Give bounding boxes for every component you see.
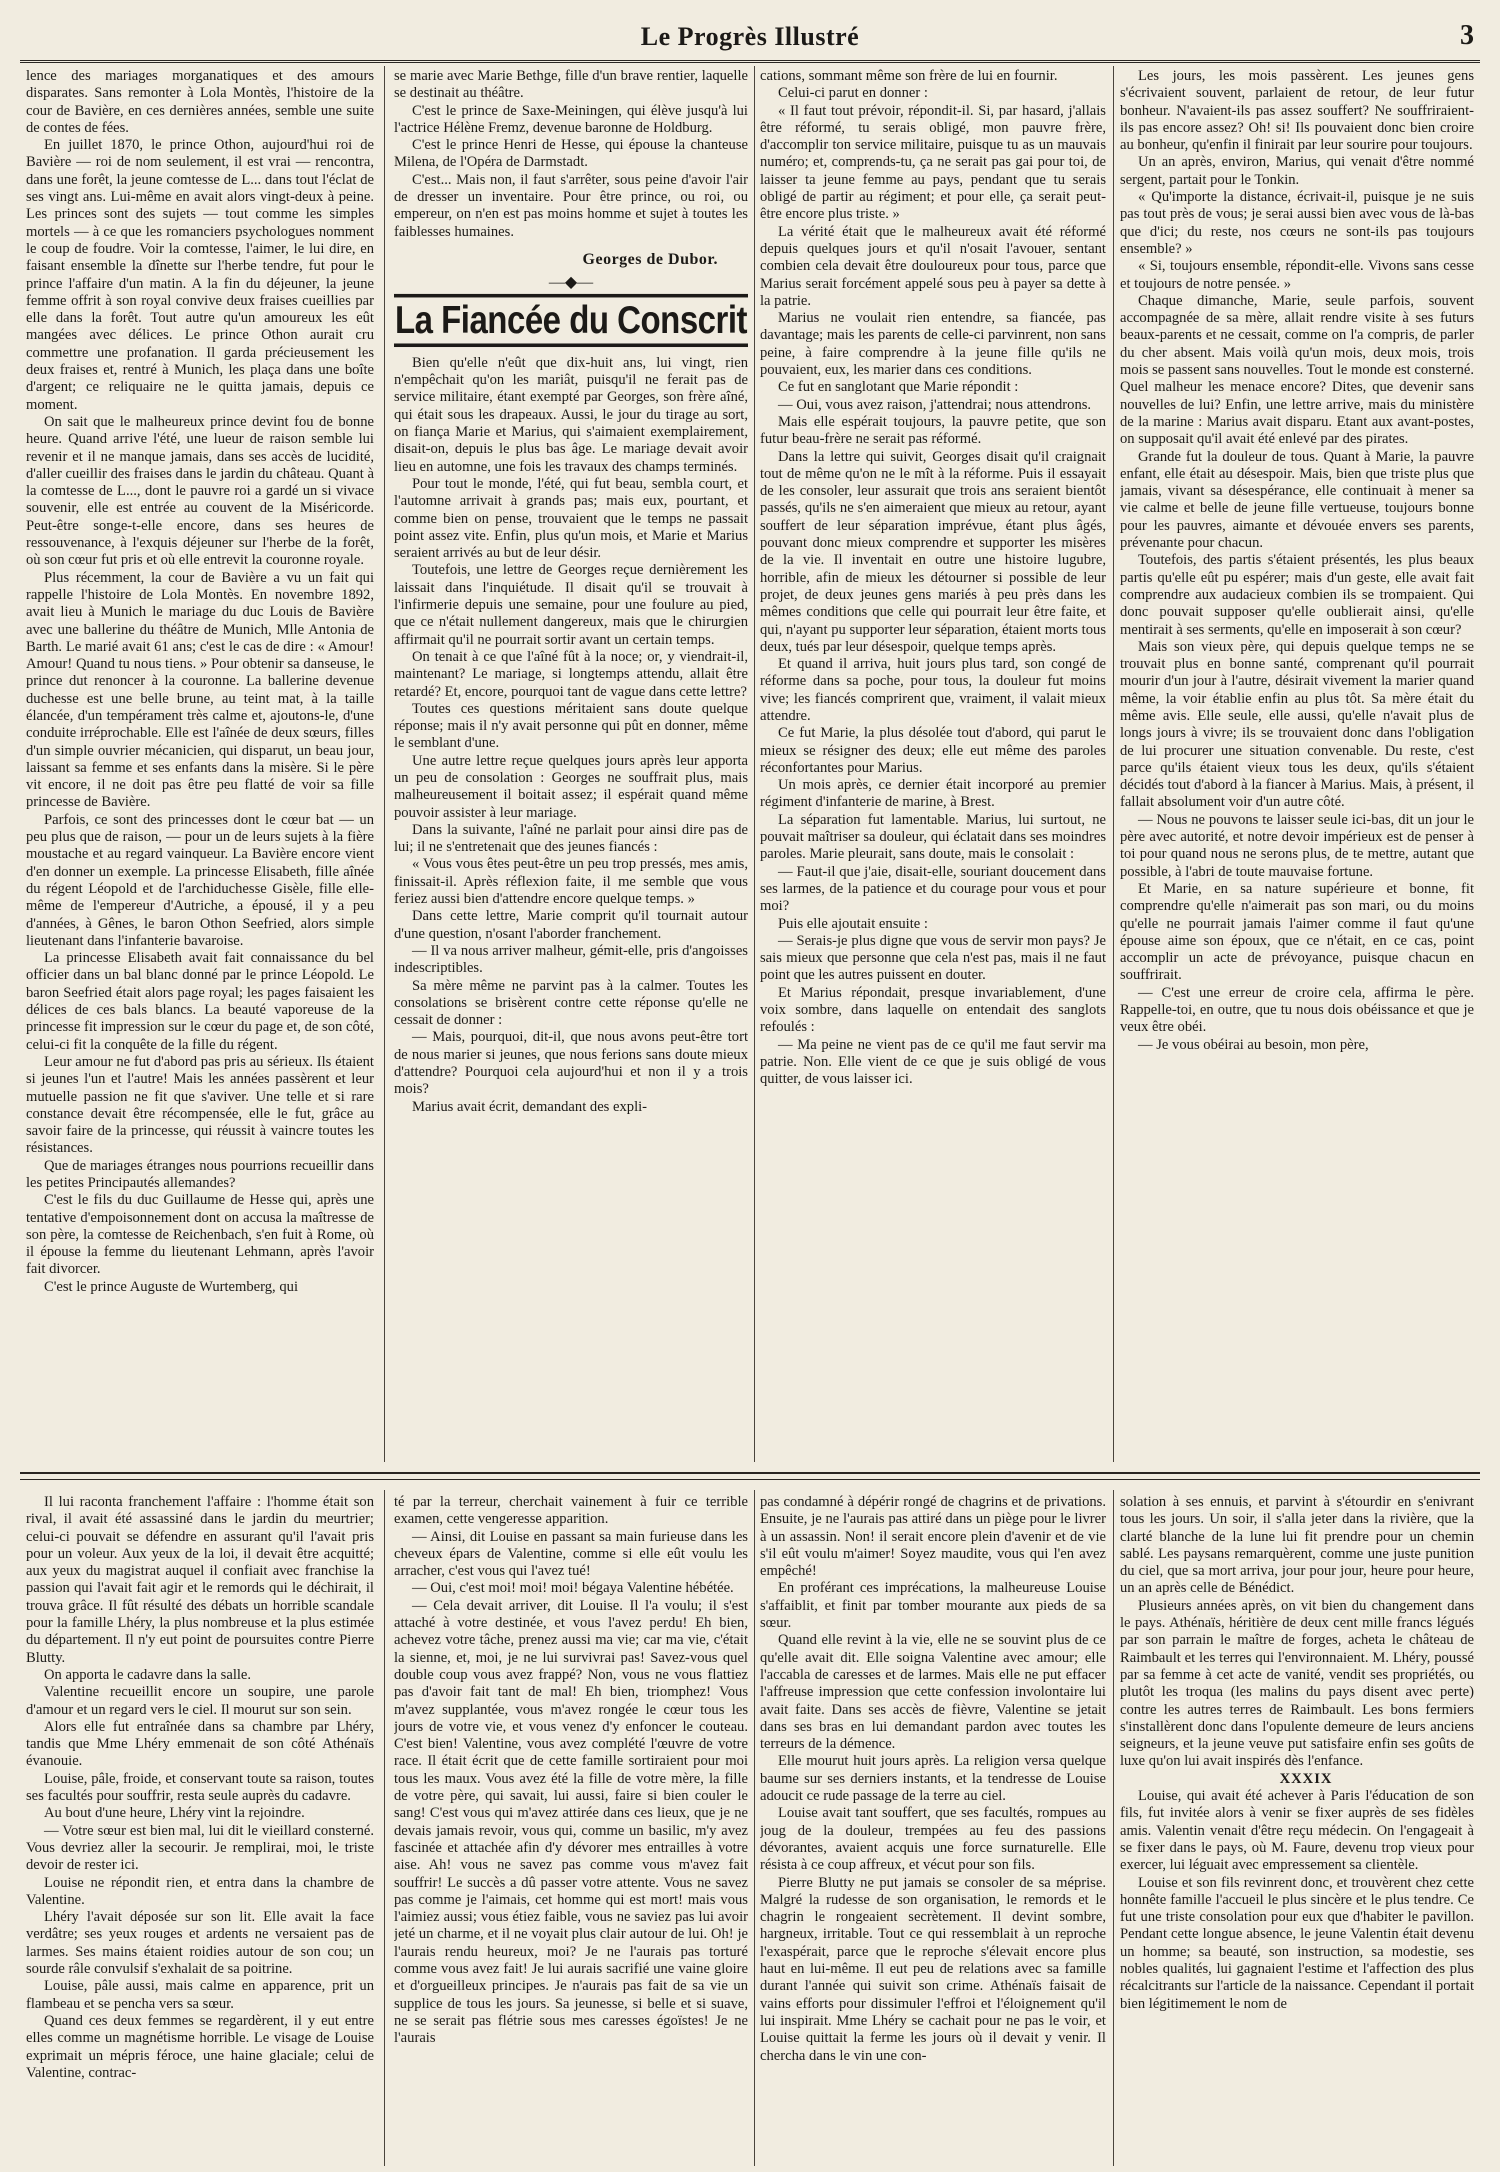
paragraph: — Faut-il que j'aie, disait-elle, souriant doucement dans ses larmes, de la patience et du courage pour vous et pour moi? bbox=[760, 863, 1106, 915]
paragraph: — Ma peine ne vient pas de ce qu'il me faut servir ma patrie. Non. Elle vient de ce que je suis obligé de vous quitter, de vous laisser ici. bbox=[760, 1036, 1106, 1088]
paragraph: Que de mariages étranges nous pourrions recueillir dans les petites Principautés allemandes? bbox=[26, 1157, 374, 1191]
page-header bbox=[20, 14, 1480, 63]
column-2 bbox=[394, 68, 748, 1458]
column-3 bbox=[760, 68, 1106, 1458]
paragraph: Dans la lettre qui suivit, Georges disait qu'il craignait tout de même qu'on ne le mît à la réforme. Puis il essayait de les consoler, leur assurait que trois ans seraient bientôt passés, qu'ils ne s'en aimeraient que mieux au retour, ayant souffert de leur séparation imprévue, étant plus âgés, pouvant donc mieux comprendre et supporter les misères de la vie. Il inventait en outre une histoire lugubre, horrible, afin de mieux les détourner si possible de leur projet, de deux jeunes gens mariés à peu près dans les mêmes conditions que celle qui pourrait leur être faite, et qui, n'ayant pu supporter leur séparation, étaient morts tous deux, tués par leur désespoir, quelque temps après. bbox=[760, 448, 1106, 655]
paragraph: Chaque dimanche, Marie, seule parfois, souvent accompagnée de sa mère, allait rendre visite à ses futurs beaux-parents et ne cessait, comme on l'a compris, de parler du cher absent. Mais voilà qu'un mois, deux mois, trois mois se passent sans nouvelles. Tout le monde est consterné. Quel malheur les menace encore? Dites, que devenir sans nouvelles de lui? Enfin, une lettre arrive, mais du ministère de la marine : Marius avait disparu. Etant aux avant-postes, on supposait qu'il avait été enlevé par des pirates. bbox=[1120, 292, 1474, 448]
paragraph: Un mois après, ce dernier était incorporé au premier régiment d'infanterie de marine, à Brest. bbox=[760, 777, 1106, 811]
paragraph: Dans cette lettre, Marie comprit qu'il tournait autour d'une question, n'osant l'aborder franchement. bbox=[394, 908, 748, 942]
paragraph: té par la terreur, cherchait vainement à fuir ce terrible examen, cette vengeresse apparition. bbox=[394, 1494, 748, 1528]
column-rule bbox=[754, 1490, 755, 2166]
paragraph: C'est le prince Auguste de Wurtemberg, qui bbox=[44, 1278, 299, 1295]
paragraph: — Cela devait arriver, dit Louise. Il l'a voulu; il s'est attaché à votre destinée, et vous l'avez perdu! Eh bien, achevez votre tâche, prenez aussi ma vie; car ma vie, c'était la sienne, et, moi, je ne lui survivrai pas! Savez-vous quel double coup vous avez frappé? Non, vous ne vous flattiez pas d'avoir fait tant de mal! Eh bien, triomphez! Vous m'avez supplantée, vous m'avez rongée le cœur tous les jours de votre vie, et vous venez d'y enfoncer le couteau. C'est bien! Valentine, vous avez complété l'œuvre de votre race. Il était écrit que de cette famille sortiraient pour moi tous les maux. Vous avez été la fille de votre mère, la fille de votre père, qui savait, lui aussi, faire si bien couler le sang! C'est vous qui m'avez attirée dans ces lieux, que je ne devais jamais revoir, vous qui, comme un basilic, m'y avez fascinée et attachée afin d'y dévorer mes entrailles à votre aise. Ah! vous ne savez pas comme vous m'avez fait souffrir! Le succès a dû passer votre attente. Vous ne savez pas comme je l'aimais, cet homme qui est mort! mais vous l'aimiez aussi; vous étiez faible, vous ne saviez pas lui avoir jeté un charme, et il ne voyait plus clair autour de lui. Oh! je l'aurais rendu heureux, moi? Je ne l'aurais pas torturé comme vous avez fait! Je lui aurais sacrifié une vaine gloire et d'orgueilleux principes. Je n'aurais pas fait de sa vie un supplice de tous les jours. Sa jeunesse, si belle et si suave, ne se serait pas flétrie sous mes caresses égoïstes! Je ne l'aurais bbox=[394, 1597, 748, 2047]
paragraph: « Il faut tout prévoir, répondit-il. Si, par hasard, j'allais être réformé, tu serais obligé, mon pauvre frère, d'accomplir ton service militaire, puisque tu as un mauvais numéro; et, comprends-tu, ça ne serait pas gai pour toi, de laisser ta jeune femme au pays, pendant que tu serais obligé de partir au régiment; et pour elle, ça serait peut-être encore plus triste. » bbox=[760, 102, 1106, 223]
paragraph: pas condamné à dépérir rongé de chagrins et de privations. Ensuite, je ne l'aurais pas attiré dans un piège pour le livrer à un assassin. Non! il serait encore plein d'avenir et de vie s'il eût voulu m'aimer! Soyez maudite, vous qui l'en avez empêché! bbox=[760, 1494, 1106, 1580]
paragraph: — Oui, vous avez raison, j'attendrai; nous attendrons. bbox=[778, 396, 1092, 413]
paragraph: Bien qu'elle n'eût que dix-huit ans, lui vingt, rien n'empêchait qu'on les mariât, puisqu'il ne ferait pas de service militaire, étant exempté par Georges, son frère aîné, qui était sous les drapeaux. Aussi, le jour du tirage au sort, on fiança Marie et Marius, qui s'aimaient exemplairement, disait-on, depuis le plus bas âge. Le mariage devait avoir lieu en automne, une fois les travaux des champs terminés. bbox=[394, 354, 748, 475]
paragraph: Leur amour ne fut d'abord pas pris au sérieux. Ils étaient si jeunes l'un et l'autre! Mais les années passèrent et leur mutuelle passion ne fit que s'aviver. Une telle et si rare constance devait être récompensée, elle le fut, grâce au savoir faire de la princesse, qui réussit à vaincre toutes les résistances. bbox=[26, 1053, 374, 1157]
paragraph: Toutefois, des partis s'étaient présentés, les plus beaux partis qu'elle eût pu espérer; mais d'un geste, elle avait fait comprendre aux audacieux combien ils se trompaient. Qui donc pouvait supposer qu'elle oublierait ainsi, qu'elle mentirait à ses serments, qu'elle en imposerait à son cœur? bbox=[1120, 552, 1474, 638]
paragraph: Il lui raconta franchement l'affaire : l'homme était son rival, il avait été assassiné dans le jardin du meurtrier; celui-ci pouvait se défendre en assurant qu'il l'avait pris pour un voleur. Aux yeux de la loi, il devait être acquitté; aux yeux du magistrat auquel il confiait avec franchise la passion qui l'avait fait agir et le remords qui le déchirait, il trouva grâce. Il fût résulté des débats un horrible scandale pour la famille Lhéry, la plus nombreuse et la plus estimée du département. Il n'y eut point de poursuites contre Pierre Blutty. bbox=[26, 1494, 374, 1666]
paragraph: Louise ne répondit rien, et entra dans la chambre de Valentine. bbox=[26, 1874, 374, 1908]
paragraph: On tenait à ce que l'aîné fût à la noce; or, y viendrait-il, maintenant? Le mariage, si longtemps attendu, allait être retardé? Et, encore, pourquoi tant de vague dans cette lettre? bbox=[394, 648, 748, 700]
column-rule bbox=[384, 66, 385, 1462]
paragraph: La vérité était que le malheureux avait été réformé depuis quelques jours et qu'il n'osait l'avouer, sentant combien cela devait être douloureux pour tous, parce que Marius serait forcément appelé sous peu à payer sa dette à la patrie. bbox=[760, 223, 1106, 309]
paragraph: lence des mariages morganatiques et des amours disparates. Sans remonter à Lola Montès, l'histoire de la cour de Bavière, en ces dernières années, semble une suite de contes de fées. bbox=[26, 68, 374, 136]
paragraph: Marius ne voulait rien entendre, sa fiancée, pas davantage; mais les parents de celle-ci parvinrent, non sans peine, à faire comprendre à la jeune fille qu'ils ne pouvaient, eux, les marier dans ces conditions. bbox=[760, 310, 1106, 379]
chapter-heading: XXXIX bbox=[1279, 1770, 1333, 1787]
column-rule bbox=[1113, 66, 1114, 1462]
paragraph: C'est... Mais non, il faut s'arrêter, sous peine d'avoir l'air de dresser un inventaire. Pour être prince, ou roi, ou empereur, on n'en est pas moins homme et sujet à toutes les faiblesses humaines. bbox=[394, 171, 748, 240]
paragraph: Dans la suivante, l'aîné ne parlait pour ainsi dire pas de lui; il ne s'entretenait que des jeunes fiancés : bbox=[394, 821, 748, 856]
paragraph: Et Marie, en sa nature supérieure et bonne, fit comprendre qu'elle n'aimerait pas son mari, ou du moins qu'elle ne pourrait jamais l'aimer comme il faut qu'une épouse aime son époux, que ce n'était, en ce cas, point accomplir un acte de prévoyance, puisque chacun en souffrirait. bbox=[1120, 880, 1474, 984]
paragraph: Toutefois, une lettre de Georges reçue dernièrement les laissait dans l'inquiétude. Il disait qu'il se trouvait à l'infirmerie depuis une semaine, pour une foulure au pied, que ce n'était nullement dangereux, mais que le chirurgien affirmait qu'il ne pourrait sortir avant un certain temps. bbox=[394, 562, 748, 648]
paragraph: — C'est une erreur de croire cela, affirma le père. Rappelle-toi, en outre, que tu nous dois obéissance et que je veux être obéi. bbox=[1120, 984, 1474, 1036]
paragraph: Un an après, environ, Marius, qui venait d'être nommé sergent, partait pour le Tonkin. bbox=[1120, 154, 1474, 188]
feuilleton-column-2 bbox=[394, 1494, 748, 2164]
ornament-divider: —◆— bbox=[548, 274, 594, 292]
paragraph: se marie avec Marie Bethge, fille d'un brave rentier, laquelle se destinait au théâtre. bbox=[394, 68, 748, 102]
paragraph: Grande fut la douleur de tous. Quant à Marie, la pauvre enfant, elle était au désespoir. Mais, bien que triste plus que jamais, vivant sa désespérance, elle continuait à mener sa vie calme et belle de jeune fille vertueuse, toujours bonne pour les pauvres, aimante et dévouée envers ses parents, prévenante pour chacun. bbox=[1120, 448, 1474, 552]
paragraph: « Qu'importe la distance, écrivait-il, puisque je ne suis pas tout près de vous; je serai aussi bien avec vous de là-bas que d'ici; du reste, nos cœurs ne sont-ils pas toujours ensemble? » bbox=[1120, 189, 1474, 257]
paragraph: Alors elle fut entraînée dans sa chambre par Lhéry, tandis que Mme Lhéry emmenait de son côté Athénaïs évanouie. bbox=[26, 1718, 374, 1770]
author-signature: Georges de Dubor. bbox=[582, 250, 718, 268]
paragraph: Lhéry l'avait déposée sur son lit. Elle avait la face verdâtre; ses yeux rouges et ardents ne versaient pas de larmes. Ses mains étaient roidies autour de son cou; un sourde râle convulsif s'exhalait de sa poitrine. bbox=[26, 1909, 374, 1978]
paragraph: — Oui, c'est moi! moi! moi! bégaya Valentine hébétée. bbox=[412, 1580, 734, 1597]
paragraph: Parfois, ce sont des princesses dont le cœur bat — un peu plus que de raison, — pour un de leurs sujets à la fière moustache et au regard vainqueur. La Bavière encore vient d'en donner un exemple. La princesse Elisabeth, fille aînée du régent Léopold et de l'archiduchesse Gisèle, fille elle-même de l'empereur d'Autriche, a épousé, il y a peu d'années, à Gênes, le baron Othon Seefried, alors simple lieutenant dans l'infanterie bavaroise. bbox=[26, 811, 374, 949]
paragraph: Louise, pâle, froide, et conservant toute sa raison, toutes ses facultés pour souffrir, resta seule auprès du cadavre. bbox=[26, 1770, 374, 1805]
paragraph: — Mais, pourquoi, dit-il, que nous avons peut-être tort de nous marier si jeunes, que nous ferions sans doute mieux d'attendre? Pourquoi cela aujourd'hui et non il y a trois mois? bbox=[394, 1029, 748, 1098]
column-rule bbox=[754, 66, 755, 1462]
paragraph: — Votre sœur est bien mal, lui dit le vieillard consterné. Vous devriez aller la secourir. Je remplirai, moi, le triste devoir de rester ici. bbox=[26, 1822, 374, 1874]
column-4 bbox=[1120, 68, 1474, 1458]
paragraph: C'est le prince Henri de Hesse, qui épouse la chanteuse Milena, de l'Opéra de Darmstadt. bbox=[394, 137, 748, 171]
column-1-chronicle bbox=[26, 68, 374, 1458]
paragraph: Mais elle espérait toujours, la pauvre petite, que son futur beau-frère ne serait pas réformé. bbox=[760, 413, 1106, 448]
paragraph: « Vous vous êtes peut-être un peu trop pressés, mes amis, finissait-il. Après réflexion faite, il me semble que vous feriez aussi bien d'attendre encore quelque temps. » bbox=[394, 856, 748, 908]
paragraph: Mais son vieux père, qui depuis quelque temps ne se trouvait plus en bonne santé, comprenant qu'il pourrait mourir d'un jour à l'autre, désirait vivement la marier quand même, la voir établie enfin au plus tôt. Sa mère était du même avis. Elle seule, elle aussi, qu'elle n'avait plus de longs jours à vivre; ils se trouvaient donc dans l'obligation de lui procurer une situation convenable. Du reste, c'est parce qu'ils étaient vieux tous les deux, qu'ils s'étaient décidés tout d'abord à la fiancer à Marius. Mais, à présent, il fallait absolument voir d'un autre côté. bbox=[1120, 638, 1474, 811]
feuilleton-column-3 bbox=[760, 1494, 1106, 2164]
story-title: La Fiancée du Conscrit bbox=[394, 293, 748, 346]
feuilleton-column-1 bbox=[26, 1494, 374, 2164]
page-number: 3 bbox=[1460, 20, 1474, 51]
paragraph: Au bout d'une heure, Lhéry vint la rejoindre. bbox=[44, 1805, 305, 1822]
paragraph: Quand elle revint à la vie, elle ne se souvint plus de ce qu'elle avait dit. Elle soigna Valentine avec amour; elle l'accabla de caresses et de larmes. Mais elle ne put effacer l'affreuse impression que cette confession involontaire lui avait faite. Dans ses accès de fièvre, Valentine se jetait dans ses bras en lui demandant pardon avec toutes les terreurs de la démence. bbox=[760, 1632, 1106, 1753]
paragraph: Louise avait tant souffert, que ses facultés, rompues au joug de la douleur, trempées au feu des passions dévorantes, avaient acquis une force surnaturelle. Elle résista à ce coup affreux, et vécut pour son fils. bbox=[760, 1805, 1106, 1874]
paragraph: En proférant ces imprécations, la malheureuse Louise s'affaiblit, et finit par tomber mourante aux pieds de sa sœur. bbox=[760, 1580, 1106, 1632]
paragraph: Louise et son fils revinrent donc, et trouvèrent chez cette honnête famille l'accueil le plus sincère et le plus tendre. Ce fut une triste consolation pour eux que d'habiter le pavillon. Pendant cette longue absence, le jeune Valentin était devenu un homme; sa beauté, son instruction, sa modestie, ses nobles qualités, lui gagnaient l'estime et l'affection des plus récalcitrants sur l'article de la naissance. Cependant il portait bien légitimement le nom de bbox=[1120, 1874, 1474, 2012]
paragraph: La séparation fut lamentable. Marius, lui surtout, ne pouvait maîtriser sa douleur, qui éclatait dans ses moindres paroles. Marie pleurait, sans doute, mais le consolait : bbox=[760, 811, 1106, 863]
paragraph: — Nous ne pouvons te laisser seule ici-bas, dit un jour le père avec autorité, et notre devoir impérieux est de penser à toi pour quand nous ne serons plus, de te mettre, autant que possible, à l'abri de toute mauvaise fortune. bbox=[1120, 811, 1474, 880]
paragraph: Et Marius répondait, presque invariablement, d'une voix sombre, dans laquelle on entendait des sanglots refoulés : bbox=[760, 984, 1106, 1036]
feuilleton-column-4 bbox=[1120, 1494, 1474, 2164]
feuilleton-separator bbox=[20, 1472, 1480, 1480]
paragraph: C'est le prince de Saxe-Meiningen, qui élève jusqu'à lui l'actrice Hélène Fremz, devenue baronne de Holdburg. bbox=[394, 102, 748, 136]
paragraph: Pour tout le monde, l'été, qui fut beau, sembla court, et l'automne arrivait à grands pas; mais eux, pourtant, et comme bien on pense, trouvaient que le temps ne passait point assez vite. Enfin, plus qu'un mois, et Marie et Marius seraient arrivés au but de leur désir. bbox=[394, 475, 748, 562]
paragraph: Et quand il arriva, huit jours plus tard, son congé de réforme dans sa poche, pour tous, la douleur fut moins vive; les fiancés comprirent que, vraiment, il valait mieux attendre. bbox=[760, 656, 1106, 724]
paragraph: Pierre Blutty ne put jamais se consoler de sa méprise. Malgré la rudesse de son organisation, le remords et le chagrin le rongeaient secrètement. Il devint sombre, hargneux, irritable. Tout ce qui ressemblait à un reproche l'exaspérait, parce que le reproche s'élevait encore plus haut en lui-même. Il eut peu de relations avec sa famille durant l'année qui suivit son crime. Athénaïs faisait de vains efforts pour dissimuler l'effroi et l'éloignement qu'il lui inspirait. Mme Lhéry se cachait pour ne pas le voir, et Louise quittait la ferme les jours où il devait y venir. Il chercha dans le vin une con- bbox=[760, 1874, 1106, 2064]
paragraph: Ce fut en sanglotant que Marie répondit : bbox=[778, 379, 1019, 396]
paragraph: — Serais-je plus digne que vous de servir mon pays? Je sais mieux que personne que cela n'est pas, mais il ne faut point que les autres puissent en douter. bbox=[760, 932, 1106, 984]
paragraph: Plus récemment, la cour de Bavière a vu un fait qui rappelle l'histoire de Lola Montès. En novembre 1892, avait lieu à Munich le mariage du duc Louis de Bavière avec une ballerine du théâtre de Munich, Mlle Antonia de Barth. Le marié avait 61 ans; c'est le cas de dire : « Amour! Amour! Quand tu nous tiens. » Pour obtenir sa danseuse, le prince dut renoncer à la couronne. La ballerine devenue duchesse est une belle brune, au teint mat, à la taille élancée, d'un tempérament très calme et, ajoutons-le, d'une conduite irréprochable. Elle est l'aînée de deux sœurs, filles d'un simple ouvrier mécanicien, qui disparut, un beau jour, laissant sa femme et ses enfants dans la misère. Si le père vit encore, il ne doit pas être peu flatté de voir sa fille princesse de Bavière. bbox=[26, 569, 374, 811]
paragraph: La princesse Elisabeth avait fait connaissance du bel officier dans un bal blanc donné par le prince Léopold. Le baron Seefried était alors page royal; les pages faisaient les délices de ces bals blancs. La beauté vaporeuse de la princesse fit impression sur le cœur du page et, de son côté, celui-ci fit la conquête de la fille du régent. bbox=[26, 950, 374, 1053]
paragraph: Elle mourut huit jours après. La religion versa quelque baume sur ses derniers instants, et la tendresse de Louise adoucit ce rude passage de la terre au ciel. bbox=[760, 1753, 1106, 1805]
paragraph: Les jours, les mois passèrent. Les jeunes gens s'écrivaient souvent, parlaient de retour, de leur futur bonheur. N'avaient-ils pas assez souffert? Ne souffriraient-ils pas encore assez? Oh! si! Ils pouvaient donc bien croire au bonheur, qu'enfin il finirait par leur sourire pour toujours. bbox=[1120, 68, 1474, 154]
paragraph: Plusieurs années après, on vit bien du changement dans le pays. Athénaïs, héritière de deux cent mille francs légués par son parrain le maître de forges, acheta le château de Raimbault et les terres qui l'environnaient. M. Lhéry, poussé par sa femme à cet acte de vanité, vendit ses propriétés, ou plutôt les troqua (les malins du pays disent avec perte) contre les autres terres de Raimbault. Les bons fermiers s'installèrent donc dans l'opulente demeure de leurs anciens seigneurs, et la jeune veuve put satisfaire enfin ses goûts de luxe qu'on lui avait inspirés dès l'enfance. bbox=[1120, 1597, 1474, 1770]
newspaper-title: Le Progrès Illustré bbox=[640, 22, 860, 51]
paragraph: — Il va nous arriver malheur, gémit-elle, pris d'angoisses indescriptibles. bbox=[394, 942, 748, 977]
paragraph: « Si, toujours ensemble, répondit-elle. Vivons sans cesse et toujours de notre pensée. » bbox=[1120, 258, 1474, 292]
paragraph: Ce fut Marie, la plus désolée tout d'abord, qui parut le mieux se résigner des deux; elle eut même des paroles réconfortantes pour Marius. bbox=[760, 725, 1106, 776]
paragraph: On sait que le malheureux prince devint fou de bonne heure. Quand arrive l'été, une lueur de raison semble lui revenir et il ne manque jamais, dans ses accès de lucidité, d'aller cueillir des fraises dans le jardin du château. Quant à la comtesse de L..., dont le pauvre roi a gardé un si vivace souvenir, elle est entrée au couvent de la Miséricorde. Peut-être songe-t-elle encore, dans ses heures de ressouvenance, à l'exquis déjeuner sur l'herbe de la forêt, où son cœur fut pris et où elle entrevit la couronne royale. bbox=[26, 413, 374, 569]
paragraph: — Ainsi, dit Louise en passant sa main furieuse dans les cheveux épars de Valentine, comme si elle eût voulu les arracher, c'est vous qui l'avez tué! bbox=[394, 1528, 748, 1580]
paragraph: Puis elle ajoutait ensuite : bbox=[778, 915, 928, 932]
paragraph: Sa mère même ne parvint pas à la calmer. Toutes les consolations se brisèrent contre cette réponse qu'elle ne cessait de donner : bbox=[394, 977, 748, 1029]
paragraph: Louise, qui avait été achever à Paris l'éducation de son fils, fut invitée alors à venir se fixer auprès de ses fidèles amis. Valentin venait d'être reçu médecin. On l'engageait à se fixer dans le pays, où M. Faure, devenu trop vieux pour exercer, lui léguait avec empressement sa clientèle. bbox=[1120, 1788, 1474, 1874]
paragraph: On apporta le cadavre dans la salle. bbox=[44, 1666, 252, 1683]
paragraph: Celui-ci parut en donner : bbox=[778, 85, 928, 102]
paragraph: Valentine recueillit encore un soupire, une parole d'amour et un regard vers le ciel. Il mourut sur son sein. bbox=[26, 1684, 374, 1718]
paragraph: Une autre lettre reçue quelques jours après leur apporta un peu de consolation : Georges ne souffrait plus, mais malheureusement il boitait assez; il espérait quand même pouvoir assister à leur mariage. bbox=[394, 752, 748, 821]
paragraph: solation à ses ennuis, et parvint à s'étourdir en s'enivrant tous les jours. Un soir, il s'alla jeter dans la rivière, que la clarté blanche de la lune lui fit prendre pour un chemin sablé. Les paysans remarquèrent, comme une juste punition du ciel, que sa mort arriva, jour pour jour, heure pour heure, un an après celle de Bénédict. bbox=[1120, 1494, 1474, 1597]
paragraph: Marius avait écrit, demandant des expli- bbox=[412, 1098, 648, 1115]
paragraph: — Je vous obéirai au besoin, mon père, bbox=[1138, 1036, 1369, 1053]
paragraph: cations, sommant même son frère de lui en fournir. bbox=[760, 68, 1058, 84]
paragraph: C'est le fils du duc Guillaume de Hesse qui, après une tentative d'empoisonnement dont on accusa la maîtresse de son père, la comtesse de Reichenbach, s'en fuit à Rome, où il épouse la femme du lieutenant Lehmann, après l'avoir fait divorcer. bbox=[26, 1192, 374, 1278]
paragraph: Quand ces deux femmes se regardèrent, il y eut entre elles comme un magnétisme horrible. Le visage de Louise exprimait un mépris féroce, une haine glaciale; celui de Valentine, contrac- bbox=[26, 2012, 374, 2081]
column-rule bbox=[1113, 1490, 1114, 2166]
column-rule bbox=[384, 1490, 385, 2166]
paragraph: Louise, pâle aussi, mais calme en apparence, prit un flambeau et se pencha vers sa sœur. bbox=[26, 1978, 374, 2012]
paragraph: En juillet 1870, le prince Othon, aujourd'hui roi de Bavière — roi de nom seulement, il est vrai — rencontra, dans une forêt, la jeune comtesse de L... dans tout l'éclat de ses vingt ans. Lui-même en avait alors vingt-deux à peine. Les princes sont des sujets — tout comme les simples mortels — à ce que les romanciers psychologues nomment le coup de foudre. Voir la comtesse, l'aimer, le lui dire, en faisant ensemble la dînette sur l'herbe tendre, fut pour le prince l'affaire d'un matin. A la fin du déjeuner, la jeune femme offrit à son royal convive deux fraises cueillies par elle dans la forêt. Tout autre qu'un amoureux les eût mangées avec délices. Le prince Othon aurait cru commettre une profanation. Il garda précieusement les deux fraises et, rentré à Munich, les plaça dans une boîte d'argent; ce reliquaire ne le quitta jamais, depuis ce moment. bbox=[26, 137, 374, 413]
paragraph: Toutes ces questions méritaient sans doute quelque réponse; mais il n'y avait personne qui pût en donner, même le semblant d'une. bbox=[394, 700, 748, 752]
